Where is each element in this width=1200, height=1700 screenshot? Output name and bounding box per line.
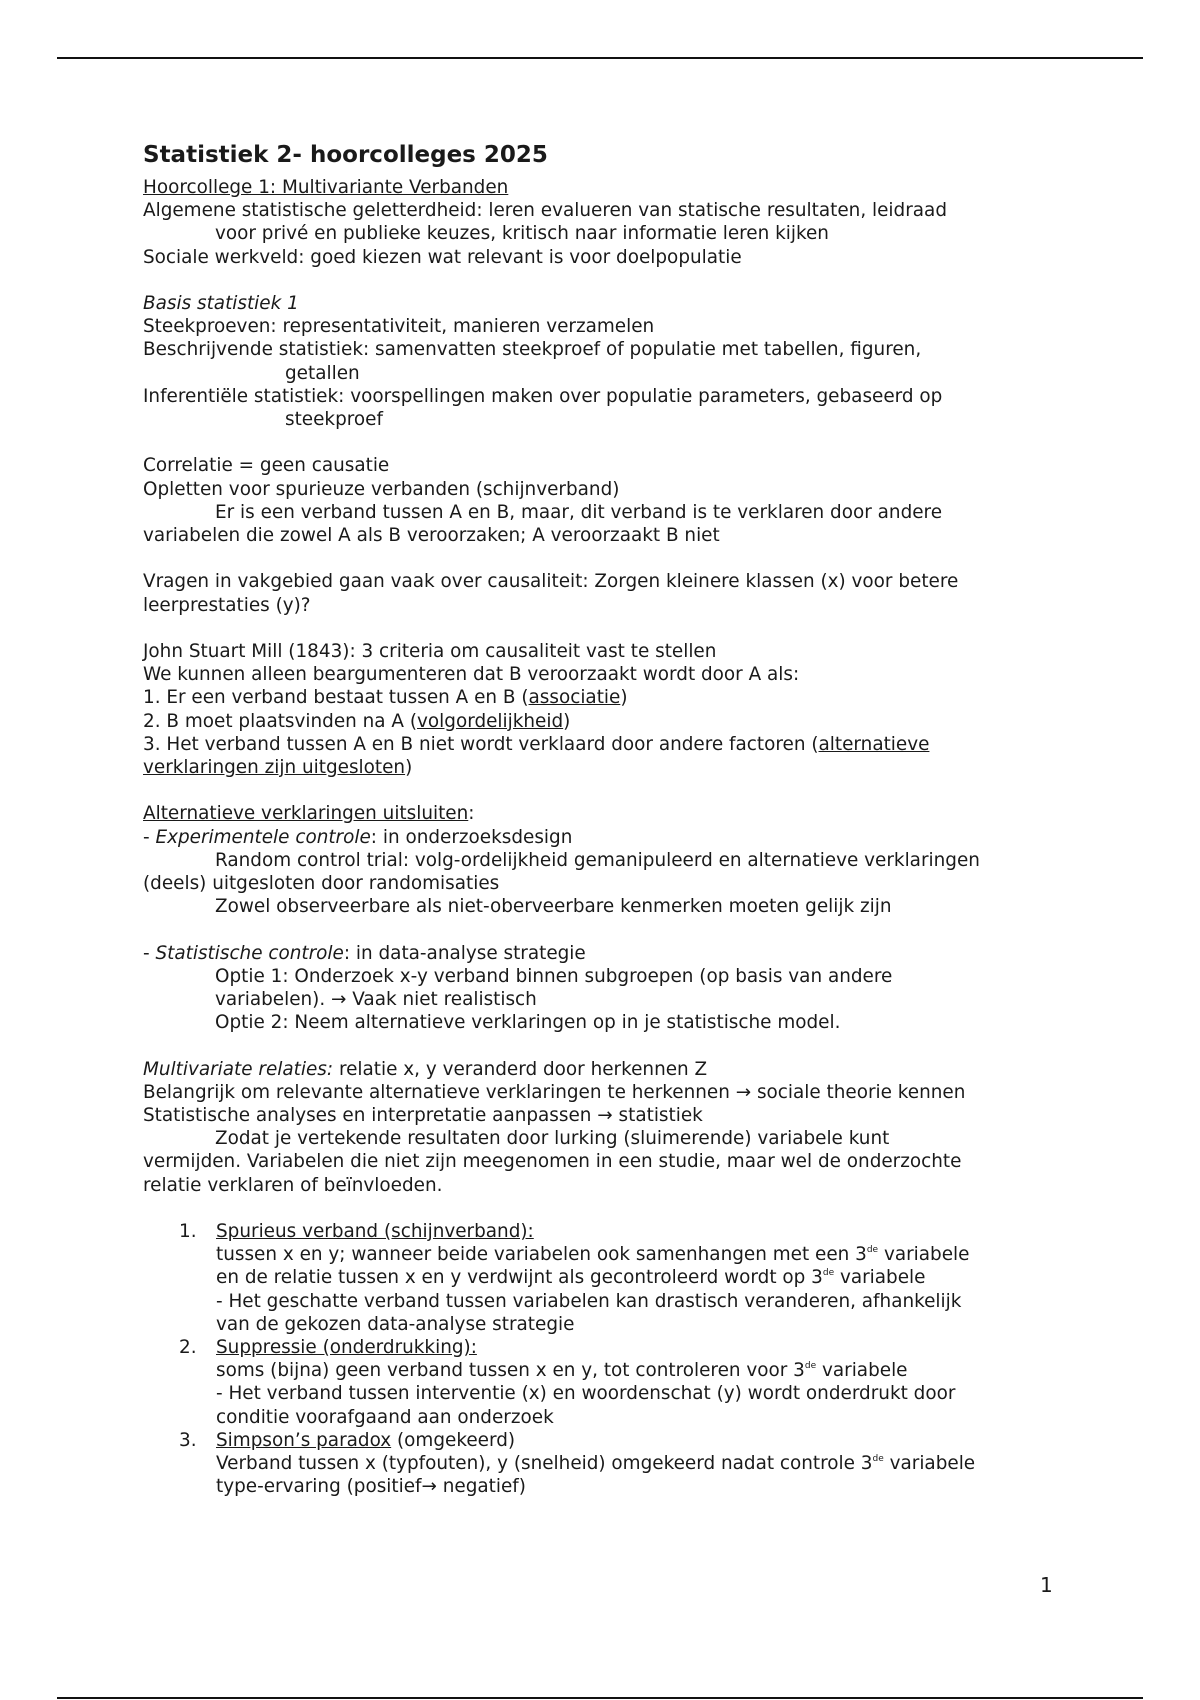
text-line: variabelen die zowel A als B veroorzaken; A veroorzaakt B niet <box>143 525 720 547</box>
text-line: Vragen in vakgebied gaan vaak over causaliteit: Zorgen kleinere klassen (x) voor betere <box>143 571 959 593</box>
text-line: Zowel observeerbare als niet-oberveerbare kenmerken moeten gelijk zijn <box>215 896 892 918</box>
experimental-control: - Experimentele controle: in onderzoeksdesign <box>143 826 573 848</box>
text-line: Statistische analyses en interpretatie aanpassen → statistiek <box>143 1105 703 1127</box>
text-line: voor privé en publieke keuzes, kritisch naar informatie leren kijken <box>215 223 829 245</box>
text-line: (deels) uitgesloten door randomisaties <box>143 873 500 895</box>
criterion-1: 1. Er een verband bestaat tussen A en B (associatie) <box>143 687 628 709</box>
list-item: 3. Simpson’s paradox (omgekeerd) Verband tussen x (typfouten), y (snelheid) omgekeerd nadat controle 3de variabele type-ervaring (positief→ negatief) <box>179 1429 976 1498</box>
section-heading: Basis statistiek 1 <box>143 293 299 314</box>
statistical-control: - Statistische controle: in data-analyse strategie <box>143 942 586 964</box>
lecture-heading: Hoorcollege 1: Multivariante Verbanden <box>143 177 509 198</box>
text-line: Optie 1: Onderzoek x-y verband binnen subgroepen (op basis van andere <box>215 965 893 987</box>
list-heading: Simpson’s paradox <box>216 1429 392 1451</box>
criterion-3-cont: verklaringen zijn uitgesloten) <box>143 757 413 779</box>
text-line: getallen <box>285 362 360 384</box>
text-line: Zodat je vertekende resultaten door lurking (sluimerende) variabele kunt <box>215 1128 890 1150</box>
text-line: Random control trial: volg-ordelijkheid gemanipuleerd en alternatieve verklaringen <box>215 849 980 871</box>
text-line: Opletten voor spurieuze verbanden (schijnverband) <box>143 478 620 500</box>
text-line: leerprestaties (y)? <box>143 594 311 616</box>
list-number: 3. <box>179 1429 197 1451</box>
criterion-3: 3. Het verband tussen A en B niet wordt verklaard door andere factoren (alternatieve <box>143 733 930 755</box>
alt-heading: Alternatieve verklaringen uitsluiten: <box>143 803 475 825</box>
text-line: vermijden. Variabelen die niet zijn meegenomen in een studie, maar wel de onderzochte <box>143 1151 962 1173</box>
text-line: John Stuart Mill (1843): 3 criteria om causaliteit vast te stellen <box>143 641 717 662</box>
text-line: We kunnen alleen beargumenteren dat B veroorzaakt wordt door A als: <box>143 664 800 686</box>
list-heading: Spurieus verband (schijnverband): <box>216 1221 534 1243</box>
list-item: 2. Suppressie (onderdrukking): soms (bijna) geen verband tussen x en y, tot controleren voor 3de variabele - Het verband tussen interventie (x) en woordenschat (y) wordt onderdrukt door conditie voorafgaand aan onderzoek <box>179 1337 956 1428</box>
text-line: Optie 2: Neem alternatieve verklaringen op in je statistische model. <box>215 1012 841 1034</box>
text-line: variabelen). → Vaak niet realistisch <box>215 989 537 1011</box>
text-line: Inferentiële statistiek: voorspellingen maken over populatie parameters, gebaseerd op <box>143 385 943 407</box>
text-line: steekproef <box>285 409 383 431</box>
text-line: Belangrijk om relevante alternatieve verklaringen te herkennen → sociale theorie kennen <box>143 1081 966 1103</box>
text-line: Steekproeven: representativiteit, manieren verzamelen <box>143 316 655 338</box>
criterion-2: 2. B moet plaatsvinden na A (volgordelijkheid) <box>143 710 571 732</box>
document-title: Statistiek 2- hoorcolleges 2025 <box>143 142 548 168</box>
list-number: 1. <box>179 1221 197 1243</box>
list-item: 1. Spurieus verband (schijnverband): tussen x en y; wanneer beide variabelen ook samenhangen met een 3de variabele en de relatie tussen x en y verdwijnt als gecontroleerd wordt op 3de variabele - Het geschatte verband tussen variabelen kan drastisch veranderen, afhankelijk van de gekozen data-analyse strategie <box>179 1221 970 1335</box>
footer-rule <box>57 1697 1143 1699</box>
document-page <box>143 140 1083 1498</box>
multivariate-relations: Multivariate relaties: relatie x, y veranderd door herkennen Z <box>143 1058 708 1080</box>
list-heading: Suppressie (onderdrukking): <box>216 1337 477 1359</box>
text-line: relatie verklaren of beïnvloeden. <box>143 1174 443 1196</box>
text-line: Er is een verband tussen A en B, maar, dit verband is te verklaren door andere <box>215 501 943 523</box>
text-line: Sociale werkveld: goed kiezen wat relevant is voor doelpopulatie <box>143 246 742 268</box>
header-rule <box>57 57 1143 59</box>
text-line: Beschrijvende statistiek: samenvatten steekproef of populatie met tabellen, figuren, <box>143 339 922 361</box>
text-line: Algemene statistische geletterdheid: leren evalueren van statische resultaten, leidraad <box>143 200 947 222</box>
list-number: 2. <box>179 1337 197 1359</box>
page-number: 1 <box>1040 1573 1053 1597</box>
text-line: Correlatie = geen causatie <box>143 455 390 477</box>
